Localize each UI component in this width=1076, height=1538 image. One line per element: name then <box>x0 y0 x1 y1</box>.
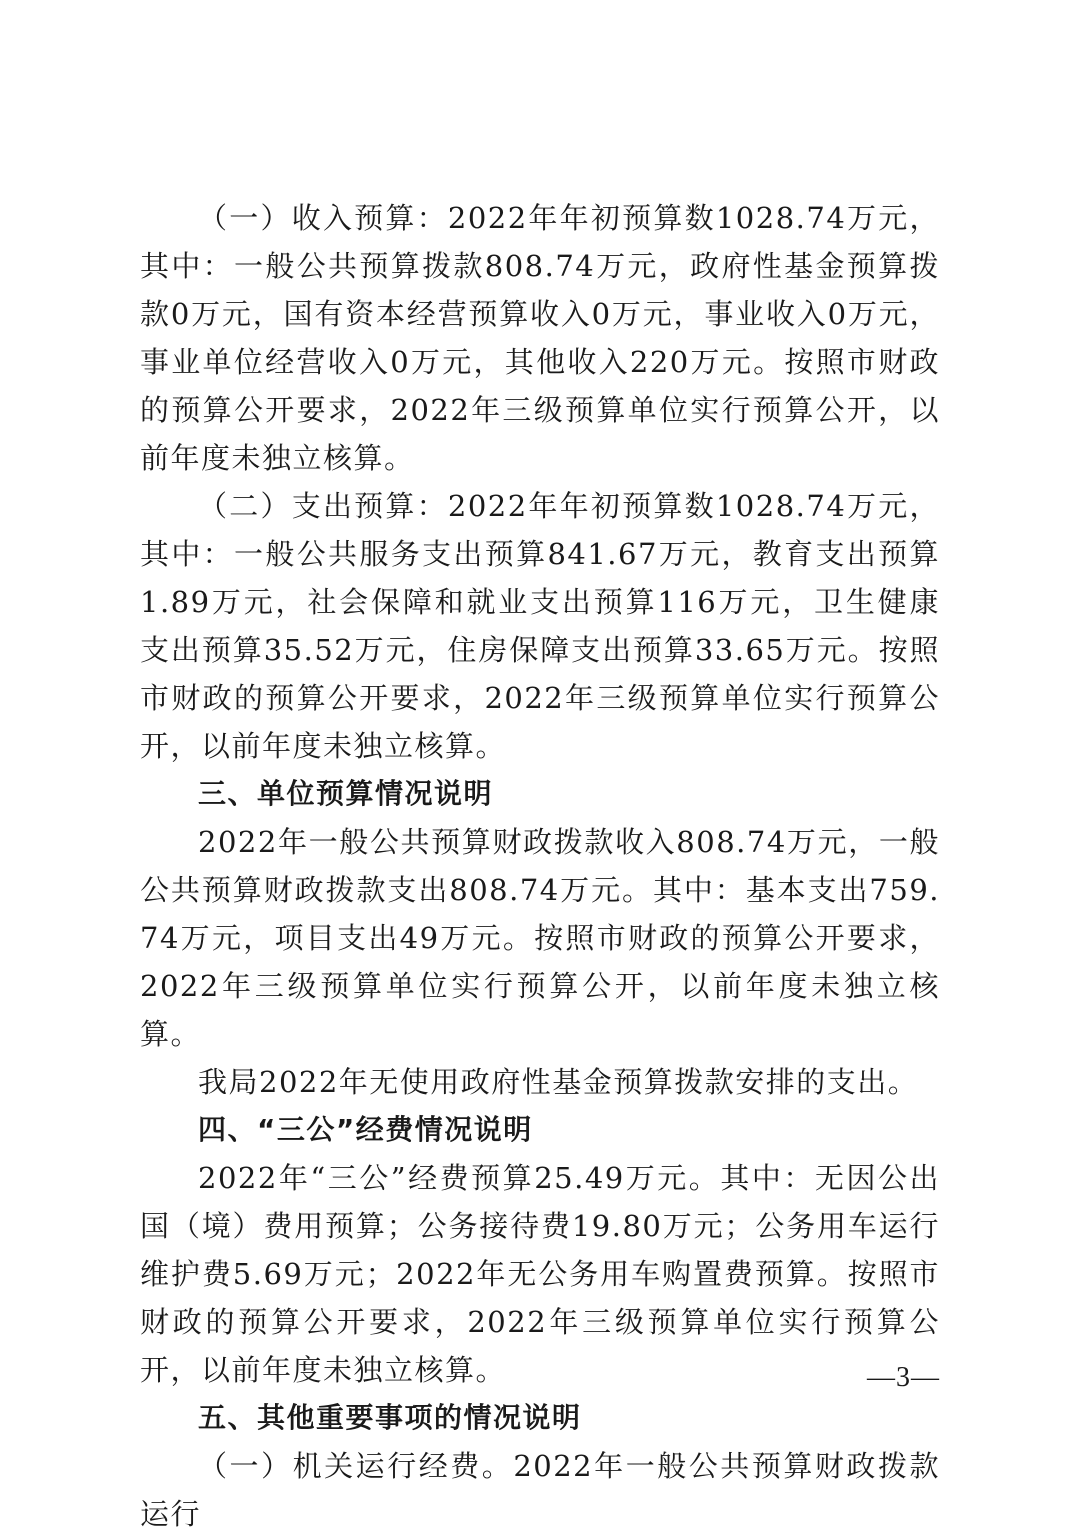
fund-budget-paragraph: 我局2022年无使用政府性基金预算拨款安排的支出。 <box>198 1065 919 1099</box>
three-public-expenses-heading: 四、“三公”经费情况说明 <box>198 1113 533 1146</box>
unit-budget-paragraph: 2022年一般公共预算财政拨款收入808.74万元，一般公共预算财政拨款支出808.74万元。其中：基本支出759.74万元，项目支出49万元。按照市财政的预算公开要求，2022年三级预算单位实行预算公开，以前年度未独立核算。 <box>140 825 940 1051</box>
unit-budget-heading: 三、单位预算情况说明 <box>198 777 494 810</box>
document-body <box>140 194 940 1538</box>
income-budget-paragraph: （一）收入预算：2022年年初预算数1028.74万元，其中：一般公共预算拨款808.74万元，政府性基金预算拨款0万元，国有资本经营预算收入0万元，事业收入0万元，事业单位经营收入0万元，其他收入220万元。按照市财政的预算公开要求，2022年三级预算单位实行预算公开，以前年度未独立核算。 <box>140 201 940 475</box>
other-matters-heading: 五、其他重要事项的情况说明 <box>198 1401 582 1434</box>
operating-expenses-paragraph: （一）机关运行经费。2022年一般公共预算财政拨款运行 <box>140 1449 940 1531</box>
expenditure-budget-paragraph: （二）支出预算：2022年年初预算数1028.74万元，其中：一般公共服务支出预算841.67万元，教育支出预算1.89万元，社会保障和就业支出预算116万元，卫生健康支出预算35.52万元，住房保障支出预算33.65万元。按照市财政的预算公开要求，2022年三级预算单位实行预算公开，以前年度未独立核算。 <box>140 489 940 763</box>
three-public-expenses-paragraph: 2022年“三公”经费预算25.49万元。其中：无因公出国（境）费用预算；公务接待费19.80万元；公务用车运行维护费5.69万元；2022年无公务用车购置费预算。按照市财政的预算公开要求，2022年三级预算单位实行预算公开，以前年度未独立核算。 <box>140 1161 940 1387</box>
page-number: —3— <box>867 1362 940 1393</box>
